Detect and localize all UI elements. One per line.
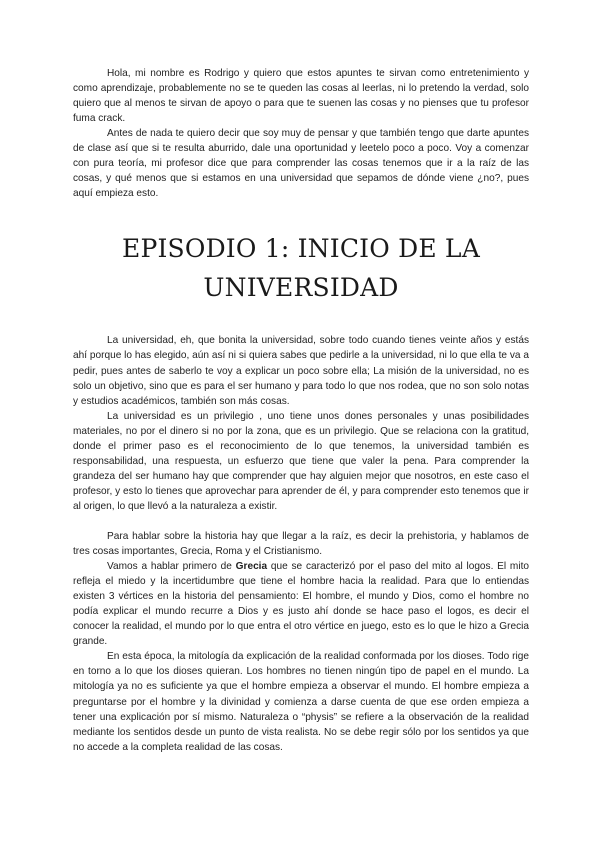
grecia-bold-term: Grecia	[235, 561, 268, 573]
body-paragraph-historia: Para hablar sobre la historia hay que llegar a la raíz, es decir la prehistoria, y hablamos de tres cosas importantes, Grecia, Roma y el Cristianismo.	[73, 530, 529, 558]
body-paragraph-universidad: La universidad, eh, que bonita la universidad, sobre todo cuando tienes veinte años y estás ahí porque lo has elegido, aún así ni si quiera sabes que pedirle a la universidad, ni lo que ella te va a pedir, pues antes de saberlo te voy a explicar un poco sobre ella; La misión de la universidad, no es solo un objetivo, sino que es para el ser humano y para todo lo que nos rodea, que no son solo notas y estudios académicos, también son más cosas.	[73, 335, 529, 407]
grecia-text-after: que se caracterizó por el paso del mito al logos. El mito refleja el miedo y la incertidumbre que tiene el hombre hacia la realidad. Para que lo entiendas existen 3 vértices en la historia del pensamiento: El hombre, el mundo y Dios, como el hombre no podía explicar el mundo recurre a Dios y es justo ahí donde se hace paso el logos, es decir el conocer la realidad, el mundo por lo que entra el otro vértice en juego, esto es lo que le hizo a Grecia grande.	[73, 561, 529, 648]
body-paragraph-grecia	[73, 559, 529, 649]
body-paragraph-privilegio: La universidad es un privilegio , uno tiene unos dones personales y unas posibilidades materiales, no por el dinero si no por la zona, que es un privilegio. Que se relaciona con la gratitud, donde el primer paso es el reconocimiento de lo que tenemos, la universidad también es responsabilidad, una respuesta, un esfuerzo que tiene que valer la pena. Para comprender la grandeza del ser humano hay que comprender que hay alguien mejor que nosotros, en este caso el profesor, y esto lo tienes que aprovechar para aprender de él, y para comprender esto tenemos que ir al origen, lo que llevó a la naturaleza a existir.	[73, 410, 529, 512]
intro-paragraph-1: Hola, mi nombre es Rodrigo y quiero que estos apuntes te sirvan como entretenimiento y como aprendizaje, probablemente no se te queden las cosas al leerlas, ni lo pretendo la verdad, solo quiero que al menos te sirvan de apoyo o para que te suenen las cosas y no pienses que tu profesor fuma crack.	[73, 68, 529, 125]
grecia-text-before: Vamos a hablar primero de	[107, 561, 236, 573]
intro-paragraph-2: Antes de nada te quiero decir que soy muy de pensar y que también tengo que darte apuntes de clase así que si te resulta aburrido, dale una oportunidad y leetelo poco a poco. Voy a comenzar con pura teoría, mi profesor dice que para comprender las cosas tenemos que ir a la raíz de las cosas, y qué menos que si estamos en una universidad que sepamos de dónde viene ¿no?, pues aquí empieza esto.	[73, 128, 529, 200]
episode-heading: EPISODIO 1: INICIO DE LA UNIVERSIDAD	[122, 234, 480, 303]
body-paragraph-mitologia: En esta época, la mitología da explicación de la realidad conformada por los dioses. Todo rige en torno a lo que los dioses quieran. Los hombres no tienen ningún tipo de papel en el mundo. La mitología ya no es suficiente ya que el hombre empieza a observar el mundo. El hombre empieza a preguntarse por el hombre y la divinidad y comienza a darse cuenta de que ese orden empieza a tener una explicación por sí mismo. Naturaleza o “physis” se refiere a la observación de la realidad mediante los sentidos desde un punto de vista realista. No se debe regir sólo por los sentidos ya que no accede a la completa realidad de las cosas.	[73, 651, 529, 753]
document-page	[73, 66, 529, 755]
